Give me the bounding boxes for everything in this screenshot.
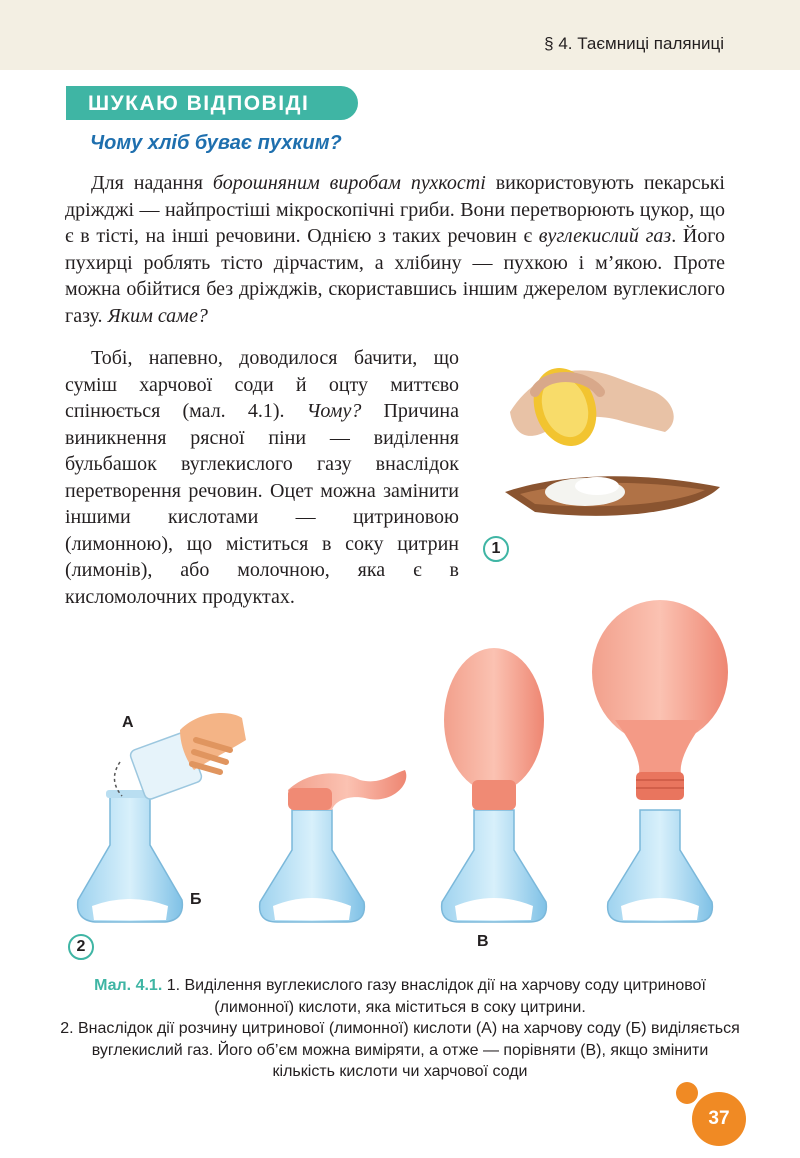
section-header: § 4. Таємниці паляниці bbox=[544, 34, 724, 53]
paragraph-2: Тобі, напевно, доводилося бачити, що суміш харчової соди й оцту миттєво спінюється (мал. 4.1). Чому? Причина виникнення рясної піни — виділення бульбашок вуглекислого газу внаслідок перетворення речовин. Оцет можна замінити іншими кислотами — цитриновою (лимонною), що міститься в соку цитрин (лимонів), або молочною, яка є в кисломолочних продуктах. bbox=[65, 347, 459, 608]
flask-3 bbox=[442, 648, 547, 922]
caption-line-1: 1. Виділення вуглекислого газу внаслідок дії на харчову соду цитринової (лимонної) кислоти, яка міститься в соку цитрини. bbox=[162, 977, 706, 1016]
caption-line-2: 2. Внаслідок дії розчину цитринової (лимонної) кислоти (А) на харчову соду (Б) виділяється вуглекислий газ. Його об’єм можна виміряти, а отже — порівняти (В), якщо змінити кількість кислоти чи харчової соди bbox=[60, 1020, 740, 1080]
flask-1 bbox=[78, 790, 183, 922]
page-number: 37 bbox=[692, 1092, 746, 1146]
section-tab bbox=[66, 86, 358, 120]
paragraph-1: Для надання борошняним виробам пухкості використовують пекарські дріжджі — найпростіші мікроскопічні гриби. Вони перетворюють цукор, що є в тісті, на інші речовини. Однією з таких речовин є вуглекислий газ. Його пухирці роблять тісто дірчастим, а хлібину — пухкою і м’якою. Проте можна обійтися без дріжджів, скориставшись іншим джерелом вуглекислого газу. Яким саме? bbox=[65, 172, 725, 327]
label-v: В bbox=[477, 933, 489, 950]
beaker-hand bbox=[114, 713, 246, 801]
section-tab-label: ШУКАЮ ВІДПОВІДІ bbox=[88, 92, 310, 115]
question-heading: Чому хліб буває пухким? bbox=[90, 132, 342, 154]
figure-caption bbox=[60, 975, 740, 1083]
figure-badge-1: 1 bbox=[483, 536, 509, 562]
flasks-illustration bbox=[70, 600, 730, 930]
label-a: А bbox=[122, 714, 134, 731]
flask-2 bbox=[260, 770, 407, 922]
flask-4 bbox=[592, 600, 728, 922]
label-b: Б bbox=[190, 891, 202, 908]
caption-title: Мал. 4.1. bbox=[94, 977, 163, 994]
figure-badge-2: 2 bbox=[68, 934, 94, 960]
page-number-dot bbox=[676, 1082, 698, 1104]
lemon-photo bbox=[505, 352, 725, 542]
